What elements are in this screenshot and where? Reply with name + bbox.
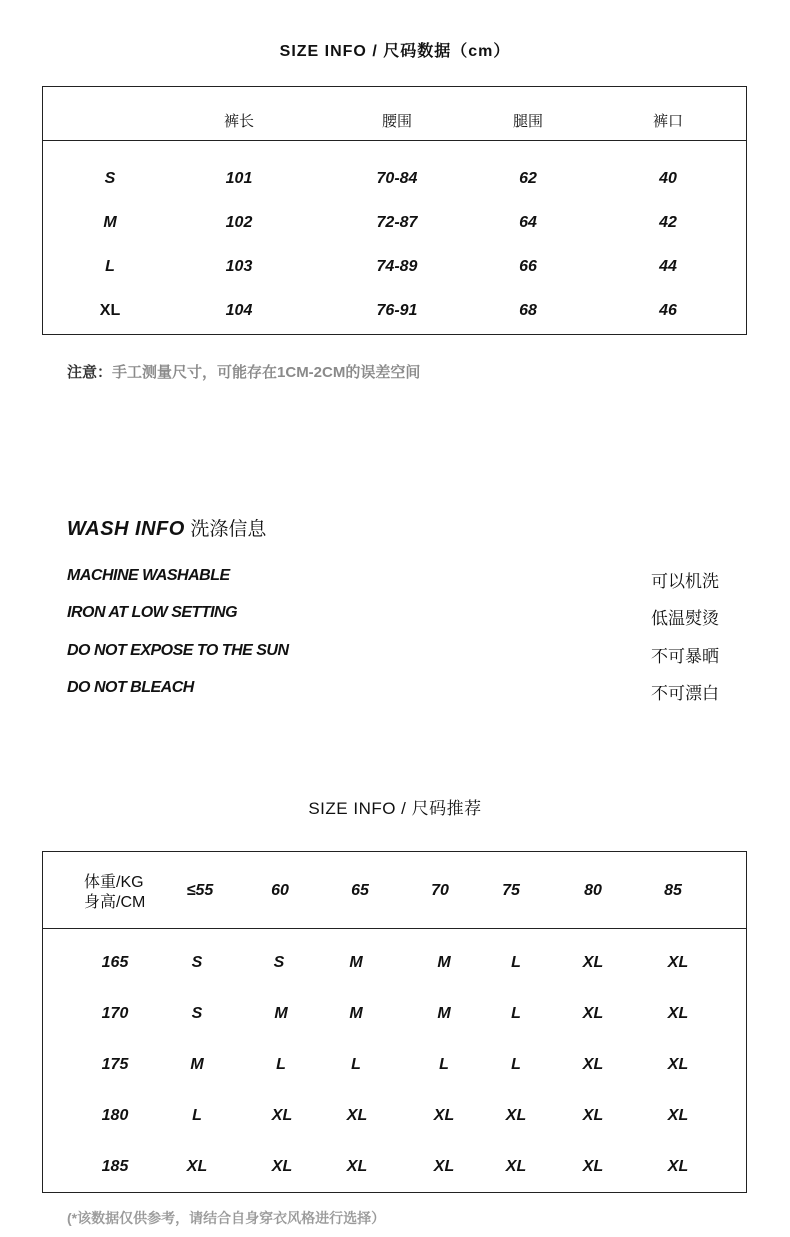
weight-header: 70 [431, 882, 449, 899]
height-label: 170 [101, 1005, 129, 1022]
wash-info-title [67, 514, 266, 541]
recommend-size: M [190, 1056, 204, 1073]
recommend-size: L [511, 954, 521, 971]
recommend-size: XL [346, 1158, 368, 1175]
recommend-size: M [437, 1005, 451, 1022]
recommend-size: XL [582, 1158, 604, 1175]
waist-value: 72-87 [376, 214, 418, 231]
length-value: 101 [225, 170, 253, 187]
measurement-note [67, 361, 420, 382]
height-label: 180 [101, 1107, 129, 1124]
height-label: 175 [101, 1056, 129, 1073]
recommend-size: XL [433, 1158, 455, 1175]
wash-item-cn: 可以机洗 [651, 572, 719, 591]
size-label: M [103, 214, 117, 231]
header-hem: 裤口 [652, 113, 683, 130]
thigh-value: 68 [519, 302, 537, 319]
hem-value: 42 [659, 214, 677, 231]
recommend-size: L [511, 1005, 521, 1022]
waist-value: 76-91 [376, 302, 418, 319]
recommend-size: L [276, 1056, 286, 1073]
recommend-size: XL [667, 1056, 689, 1073]
wash-item-en: MACHINE WASHABLE [67, 567, 230, 584]
recommend-size: XL [271, 1158, 293, 1175]
recommend-size: XL [505, 1158, 527, 1175]
recommend-size: S [191, 1005, 203, 1022]
recommend-size: XL [186, 1158, 208, 1175]
weight-header: ≤55 [186, 882, 214, 899]
hem-value: 46 [659, 302, 677, 319]
thigh-value: 62 [519, 170, 537, 187]
size-info-title: SIZE INFO / 尺码数据（cm） [279, 43, 511, 60]
length-value: 102 [225, 214, 253, 231]
weight-header: 65 [351, 882, 369, 899]
recommend-size: XL [667, 1107, 689, 1124]
recommend-size: XL [582, 1056, 604, 1073]
recommend-size: XL [667, 954, 689, 971]
waist-value: 74-89 [376, 258, 418, 275]
wash-title-cn: 洗涤信息 [190, 519, 267, 540]
recommend-footnote: (*该数据仅供参考，请结合自身穿衣风格进行选择） [67, 1210, 386, 1226]
note-text: 手工测量尺寸，可能存在1CM-2CM的误差空间 [112, 364, 421, 381]
recommend-size: M [437, 954, 451, 971]
length-value: 104 [225, 302, 253, 319]
hem-value: 44 [659, 258, 677, 275]
waist-value: 70-84 [376, 170, 418, 187]
thigh-value: 64 [519, 214, 537, 231]
wash-title-en: WASH INFO [67, 518, 185, 540]
length-value: 103 [225, 258, 253, 275]
recommend-size: XL [582, 954, 604, 971]
recommend-size: XL [505, 1107, 527, 1124]
wash-item-cn: 低温熨烫 [651, 609, 719, 628]
size-table-header-divider [42, 140, 747, 141]
corner-weight-label: 体重/KG [84, 874, 144, 891]
recommend-table-header-divider [42, 928, 747, 929]
recommend-size: XL [346, 1107, 368, 1124]
wash-item-cn: 不可暴晒 [651, 647, 719, 666]
recommend-size: L [351, 1056, 361, 1073]
thigh-value: 66 [519, 258, 537, 275]
wash-item-en: IRON AT LOW SETTING [67, 604, 238, 621]
recommend-size: M [349, 954, 363, 971]
size-label: L [105, 258, 115, 275]
recommend-size: M [274, 1005, 288, 1022]
wash-item-en: DO NOT BLEACH [67, 679, 194, 696]
size-label: XL [99, 302, 121, 319]
recommend-size: S [191, 954, 203, 971]
recommend-size: XL [667, 1005, 689, 1022]
weight-header: 85 [664, 882, 682, 899]
wash-item-cn: 不可漂白 [651, 684, 719, 703]
recommend-size: S [273, 954, 285, 971]
recommend-size: XL [271, 1107, 293, 1124]
recommend-size: L [192, 1107, 202, 1124]
recommend-size: XL [667, 1158, 689, 1175]
recommend-size: XL [433, 1107, 455, 1124]
wash-item-en: DO NOT EXPOSE TO THE SUN [67, 642, 289, 659]
corner-height-label: 身高/CM [84, 894, 146, 911]
header-thigh: 腿围 [512, 113, 543, 130]
size-recommend-title: SIZE INFO / 尺码推荐 [308, 799, 482, 818]
header-waist: 腰围 [381, 113, 412, 130]
height-label: 185 [101, 1158, 129, 1175]
size-label: S [104, 170, 116, 187]
weight-header: 60 [271, 882, 289, 899]
hem-value: 40 [659, 170, 677, 187]
note-label: 注意： [67, 364, 113, 381]
recommend-size: XL [582, 1005, 604, 1022]
recommend-size: XL [582, 1107, 604, 1124]
recommend-size: L [439, 1056, 449, 1073]
recommend-size: M [349, 1005, 363, 1022]
header-length: 裤长 [223, 113, 254, 130]
weight-header: 75 [502, 882, 520, 899]
corner-header [84, 873, 145, 913]
height-label: 165 [101, 954, 129, 971]
weight-header: 80 [584, 882, 602, 899]
recommend-size: L [511, 1056, 521, 1073]
recommend-table [42, 851, 747, 1193]
